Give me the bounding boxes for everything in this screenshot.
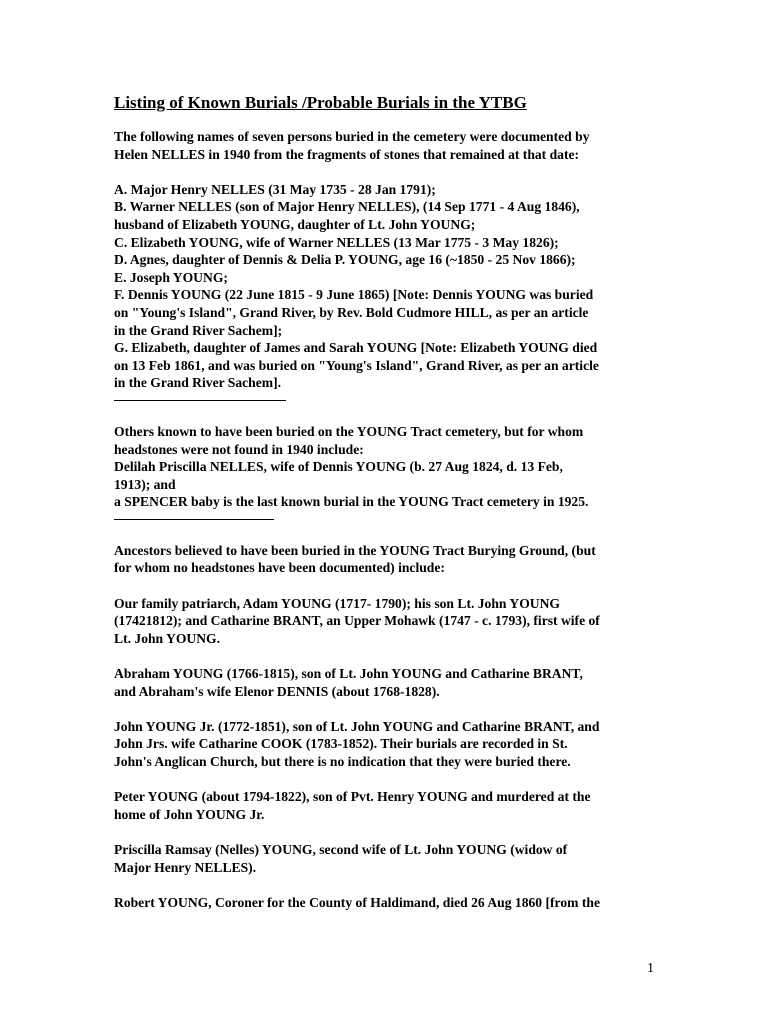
list-item: D. Agnes, daughter of Dennis & Delia P. YOUNG, age 16 (~1850 - 25 Nov 1866); [114,252,576,268]
text-line: (17421812); and Catharine BRANT, an Upper Mohawk (1747 - c. 1793), first wife of [114,613,600,629]
text-line: John's Anglican Church, but there is no indication that they were buried there. [114,754,571,769]
page-number: 1 [647,961,654,976]
text-line: home of John YOUNG Jr. [114,806,265,822]
list-item: in the Grand River Sachem]; [114,322,283,338]
text-line: Lt. John YOUNG. [114,630,220,646]
list-item: A. Major Henry NELLES (31 May 1735 - 28 Jan 1791); [114,181,436,197]
text-line: Ancestors believed to have been buried in the YOUNG Tract Burying Ground, (but [114,542,596,558]
known-burials-list [114,181,674,392]
page-title: Listing of Known Burials /Probable Burials in the YTBG [114,93,527,112]
peter-young-paragraph [114,788,674,823]
text-line: Our family patriarch, Adam YOUNG (1717- 1790); his son Lt. John YOUNG [114,595,560,611]
robert-young-paragraph [114,894,674,912]
ancestors-intro-paragraph [114,542,674,577]
text-line: a SPENCER baby is the last known burial in the YOUNG Tract cemetery in 1925. [114,494,589,510]
text-line: headstones were not found in 1940 include: [114,441,364,457]
text-line: The following names of seven persons buried in the cemetery were documented by [114,129,590,144]
section-divider [114,400,286,401]
list-item: on "Young's Island", Grand River, by Rev. Bold Cudmore HILL, as per an article [114,304,589,320]
text-line: Peter YOUNG (about 1794-1822), son of Pvt. Henry YOUNG and murdered at the [114,789,591,805]
document-page [114,92,674,929]
text-line: Delilah Priscilla NELLES, wife of Dennis YOUNG (b. 27 Aug 1824, d. 13 Feb, [114,459,563,475]
list-item: B. Warner NELLES (son of Major Henry NELLES), (14 Sep 1771 - 4 Aug 1846), [114,199,580,215]
text-line: Major Henry NELLES). [114,859,257,875]
john-young-jr-paragraph [114,718,674,771]
list-item: F. Dennis YOUNG (22 June 1815 - 9 June 1865) [Note: Dennis YOUNG was buried [114,287,594,303]
list-item: E. Joseph YOUNG; [114,269,228,285]
section-divider [114,519,274,520]
list-item: C. Elizabeth YOUNG, wife of Warner NELLES (13 Mar 1775 - 3 May 1826); [114,234,559,250]
adam-young-paragraph [114,595,674,648]
list-item: in the Grand River Sachem]. [114,375,282,391]
text-line: and Abraham's wife Elenor DENNIS (about 1768-1828). [114,683,440,699]
text-line: 1913); and [114,476,176,492]
text-line: Others known to have been buried on the YOUNG Tract cemetery, but for whom [114,423,584,439]
text-line: John Jrs. wife Catharine COOK (1783-1852). Their burials are recorded in St. [114,736,568,752]
text-line: Helen NELLES in 1940 from the fragments of stones that remained at that date: [114,146,580,162]
intro-paragraph [114,128,674,163]
list-item: on 13 Feb 1861, and was buried on "Young's Island", Grand River, as per an article [114,357,599,373]
abraham-young-paragraph [114,665,674,700]
list-item: husband of Elizabeth YOUNG, daughter of Lt. John YOUNG; [114,216,476,232]
text-line: Abraham YOUNG (1766-1815), son of Lt. John YOUNG and Catharine BRANT, [114,666,583,682]
others-paragraph [114,423,674,511]
priscilla-young-paragraph [114,841,674,876]
text-line: Robert YOUNG, Coroner for the County of Haldimand, died 26 Aug 1860 [from the [114,894,600,910]
list-item: G. Elizabeth, daughter of James and Sarah YOUNG [Note: Elizabeth YOUNG died [114,340,598,356]
text-line: John YOUNG Jr. (1772-1851), son of Lt. John YOUNG and Catharine BRANT, and [114,718,600,734]
text-line: Priscilla Ramsay (Nelles) YOUNG, second wife of Lt. John YOUNG (widow of [114,841,568,857]
text-line: for whom no headstones have been documented) include: [114,560,445,576]
